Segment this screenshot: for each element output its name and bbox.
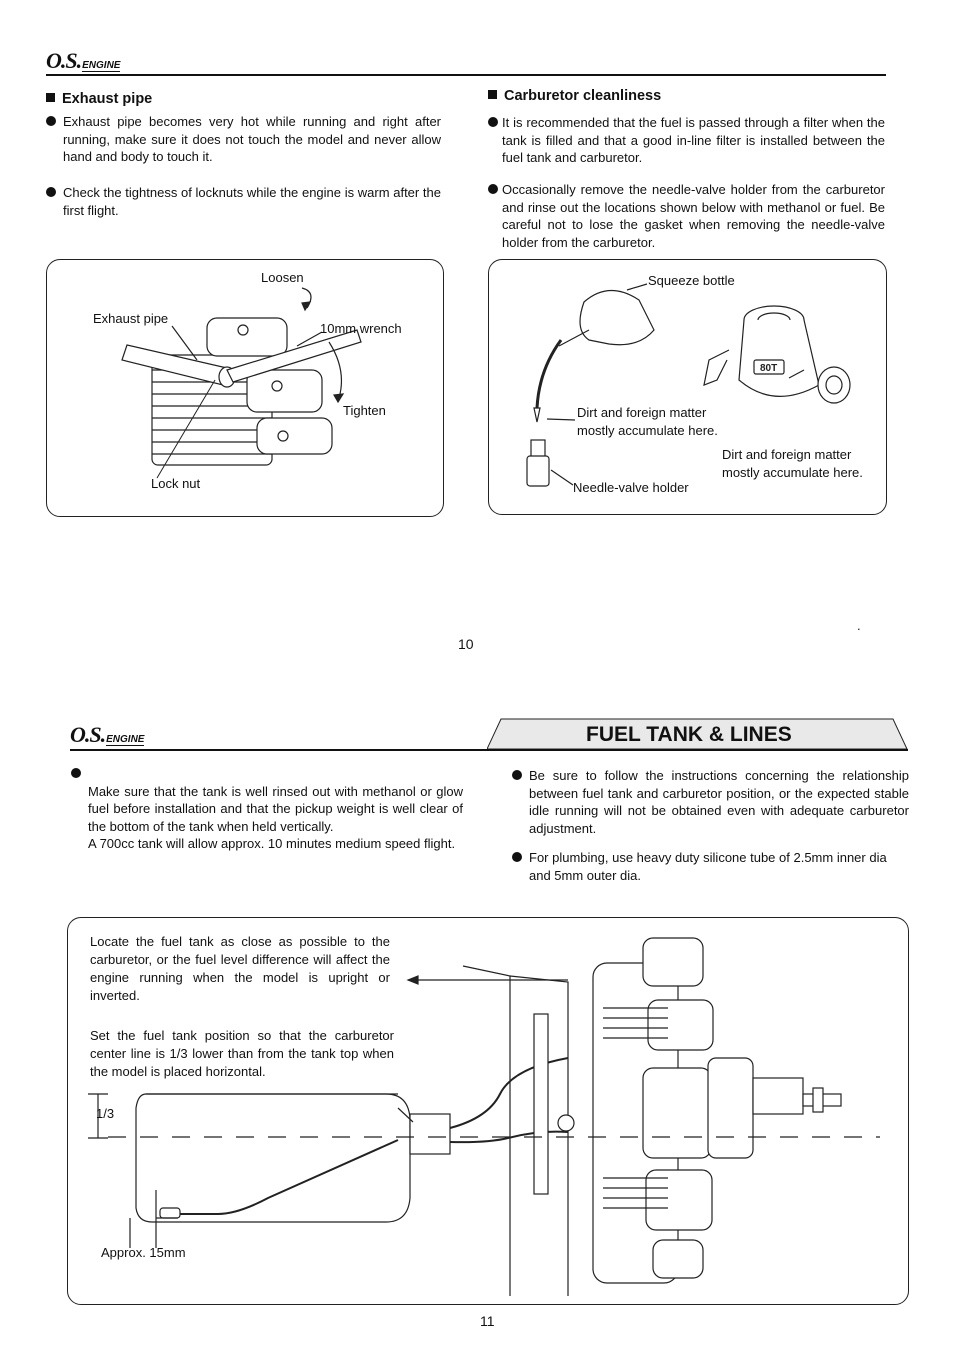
os-engine-logo [46, 48, 120, 74]
header-rule [46, 74, 886, 76]
logo-main-text: O.S. [46, 48, 82, 73]
square-bullet-icon [488, 90, 497, 99]
lock-nut-label: Lock nut [151, 476, 201, 491]
square-bullet-icon [46, 93, 55, 102]
approx-label: Approx. 15mm [101, 1245, 186, 1260]
tank-bullet-1: Make sure that the tank is well rinsed out with methanol or glow fuel before installation and that the pickup weight is well clear of the bottom of the tank when held vertically. A 700cc tank will allow approx. 10 minutes medium speed flight. [88, 765, 463, 853]
fuel-tank-note-1: Locate the fuel tank as close as possible to the carburetor, or the fuel level difference will affect the engine running when the model is upright or inverted. [90, 934, 390, 1003]
logo-sub-text: ENGINE [106, 734, 145, 745]
needle-holder-label: Needle-valve holder [573, 480, 689, 495]
fuel-tank-figure-box [67, 917, 909, 1305]
carb-bullet-2: Occasionally remove the needle-valve holder from the carburetor and rinse out the locations shown below with methanol or fuel. Be careful not to lose the gasket when removing the needle-valve holder from the carburetor. [502, 181, 885, 251]
exhaust-figure-box [46, 259, 444, 517]
fuel-tank-note-2: Set the fuel tank position so that the carburetor center line is 1/3 lower than from the tank top when the model is placed horizontal. [90, 1028, 394, 1079]
tank-bullet-2: Be sure to follow the instructions concerning the relationship between fuel tank and carburetor position, or the expected stable idle running will not be obtained even with adequate carburetor adjustment. [529, 767, 909, 837]
carb-bullet-1: It is recommended that the fuel is passed through a filter when the tank is filled and that a good in-line filter is installed between the fuel tank and carburetor. [502, 114, 885, 167]
bullet-dot-icon [488, 184, 498, 194]
bullet-dot-icon [488, 117, 498, 127]
carburetor-heading: Carburetor cleanliness [488, 88, 661, 104]
carb-mark-text: 80T [760, 363, 778, 374]
header-rule-p11 [70, 749, 908, 751]
page-number-10: 10 [458, 636, 474, 652]
os-engine-logo-p11 [70, 722, 144, 748]
bullet-dot-icon [512, 852, 522, 862]
page-number-11: 11 [480, 1313, 495, 1329]
exhaust-bullet-1: Exhaust pipe becomes very hot while running and right after running, make sure it does not touch the model and never allow hand and body to touch it. [63, 113, 441, 166]
exhaust-bullet-2: Check the tightness of locknuts while the engine is warm after the first flight. [63, 184, 441, 219]
carburetor-figure-box [488, 259, 887, 515]
dirt-label-2: Dirt and foreign matter mostly accumulate here. [722, 447, 863, 480]
squeeze-bottle-label: Squeeze bottle [648, 273, 735, 288]
exhaust-pipe-label: Exhaust pipe [93, 311, 169, 326]
loosen-label: Loosen [261, 270, 304, 285]
logo-main-text: O.S. [70, 722, 106, 747]
bullet-dot-icon [71, 768, 81, 778]
wrench-label: 10mm wrench [320, 321, 402, 336]
tighten-label: Tighten [343, 403, 386, 418]
page-title: FUEL TANK & LINES [586, 723, 792, 746]
stray-mark: . [857, 618, 861, 633]
engine-cylinder-illustration [47, 260, 443, 516]
bullet-dot-icon [46, 187, 56, 197]
bullet-dot-icon [512, 770, 522, 780]
ratio-label: 1/3 [96, 1106, 115, 1121]
logo-sub-text: ENGINE [82, 60, 121, 71]
bullet-dot-icon [46, 116, 56, 126]
exhaust-heading: Exhaust pipe [46, 91, 152, 107]
tank-bullet-3: For plumbing, use heavy duty silicone tube of 2.5mm inner dia and 5mm outer dia. [529, 849, 909, 884]
dirt-label-1: Dirt and foreign matter mostly accumulate here. [577, 405, 718, 438]
